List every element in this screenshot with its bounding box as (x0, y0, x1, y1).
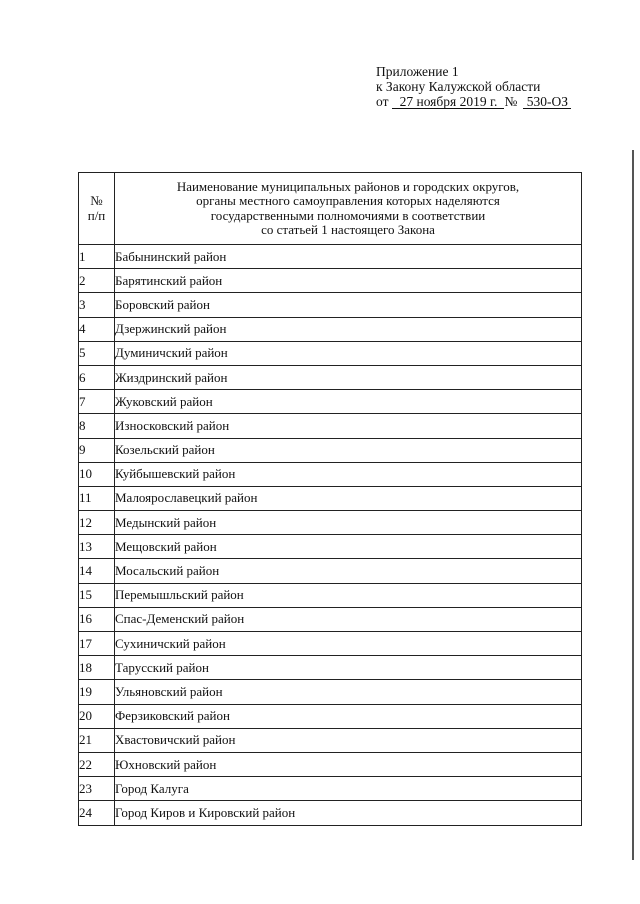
row-number: 20 (79, 704, 115, 728)
row-municipality-name: Город Киров и Кировский район (115, 801, 582, 825)
table-row (79, 293, 582, 317)
row-number: 22 (79, 752, 115, 776)
row-number: 2 (79, 269, 115, 293)
row-number: 10 (79, 462, 115, 486)
row-municipality-name: Жуковский район (115, 390, 582, 414)
table-row (79, 414, 582, 438)
row-number: 23 (79, 777, 115, 801)
appendix-title: Приложение 1 (376, 64, 459, 79)
page-edge-line (632, 150, 634, 860)
row-number: 3 (79, 293, 115, 317)
table-row (79, 801, 582, 825)
appendix-number-label: № (504, 94, 518, 109)
row-number: 4 (79, 317, 115, 341)
row-number: 6 (79, 365, 115, 389)
appendix-number: 530-ОЗ (523, 95, 571, 109)
appendix-date-line (376, 94, 571, 109)
row-number: 21 (79, 728, 115, 752)
table-row (79, 245, 582, 269)
table-row (79, 559, 582, 583)
row-number: 8 (79, 414, 115, 438)
table-row (79, 486, 582, 510)
table-row (79, 777, 582, 801)
row-municipality-name: Боровский район (115, 293, 582, 317)
table-row (79, 341, 582, 365)
row-number: 17 (79, 632, 115, 656)
row-municipality-name: Куйбышевский район (115, 462, 582, 486)
table-row (79, 511, 582, 535)
row-municipality-name: Город Калуга (115, 777, 582, 801)
row-number: 16 (79, 607, 115, 631)
row-municipality-name: Износковский район (115, 414, 582, 438)
row-municipality-name: Ульяновский район (115, 680, 582, 704)
table-body (79, 245, 582, 826)
table-row (79, 317, 582, 341)
row-municipality-name: Барятинский район (115, 269, 582, 293)
table-row (79, 632, 582, 656)
row-municipality-name: Дзержинский район (115, 317, 582, 341)
row-number: 1 (79, 245, 115, 269)
table-row (79, 269, 582, 293)
row-municipality-name: Перемышльский район (115, 583, 582, 607)
table-row (79, 365, 582, 389)
appendix-header (376, 64, 571, 109)
row-municipality-name: Бабынинский район (115, 245, 582, 269)
row-municipality-name: Козельский район (115, 438, 582, 462)
table-row (79, 680, 582, 704)
header-number: № п/п (79, 173, 115, 245)
row-municipality-name: Жиздринский район (115, 365, 582, 389)
municipalities-table (78, 172, 582, 826)
table-row (79, 728, 582, 752)
table-row (79, 656, 582, 680)
row-number: 15 (79, 583, 115, 607)
row-municipality-name: Мещовский район (115, 535, 582, 559)
row-number: 13 (79, 535, 115, 559)
table-row (79, 752, 582, 776)
row-municipality-name: Тарусский район (115, 656, 582, 680)
row-number: 9 (79, 438, 115, 462)
table-header-row (79, 173, 582, 245)
row-municipality-name: Хвастовичский район (115, 728, 582, 752)
row-number: 14 (79, 559, 115, 583)
row-municipality-name: Малоярославецкий район (115, 486, 582, 510)
row-municipality-name: Ферзиковский район (115, 704, 582, 728)
table-row (79, 704, 582, 728)
table-row (79, 607, 582, 631)
table-row (79, 438, 582, 462)
row-municipality-name: Сухиничский район (115, 632, 582, 656)
table-row (79, 583, 582, 607)
row-number: 11 (79, 486, 115, 510)
row-number: 24 (79, 801, 115, 825)
row-number: 5 (79, 341, 115, 365)
table-row (79, 535, 582, 559)
row-number: 19 (79, 680, 115, 704)
appendix-date: 27 ноября 2019 г. (392, 95, 504, 109)
row-municipality-name: Спас-Деменский район (115, 607, 582, 631)
row-number: 12 (79, 511, 115, 535)
table-row (79, 462, 582, 486)
row-municipality-name: Думиничский район (115, 341, 582, 365)
row-municipality-name: Мосальский район (115, 559, 582, 583)
appendix-from-label: от (376, 94, 389, 109)
appendix-law-reference: к Закону Калужской области (376, 79, 541, 94)
header-name: Наименование муниципальных районов и городских округов, органы местного самоуправления которых наделяются государственными полномочиями в соответствии со статьей 1 настоящего Закона (115, 173, 582, 245)
row-number: 18 (79, 656, 115, 680)
row-number: 7 (79, 390, 115, 414)
row-municipality-name: Медынский район (115, 511, 582, 535)
row-municipality-name: Юхновский район (115, 752, 582, 776)
table-row (79, 390, 582, 414)
